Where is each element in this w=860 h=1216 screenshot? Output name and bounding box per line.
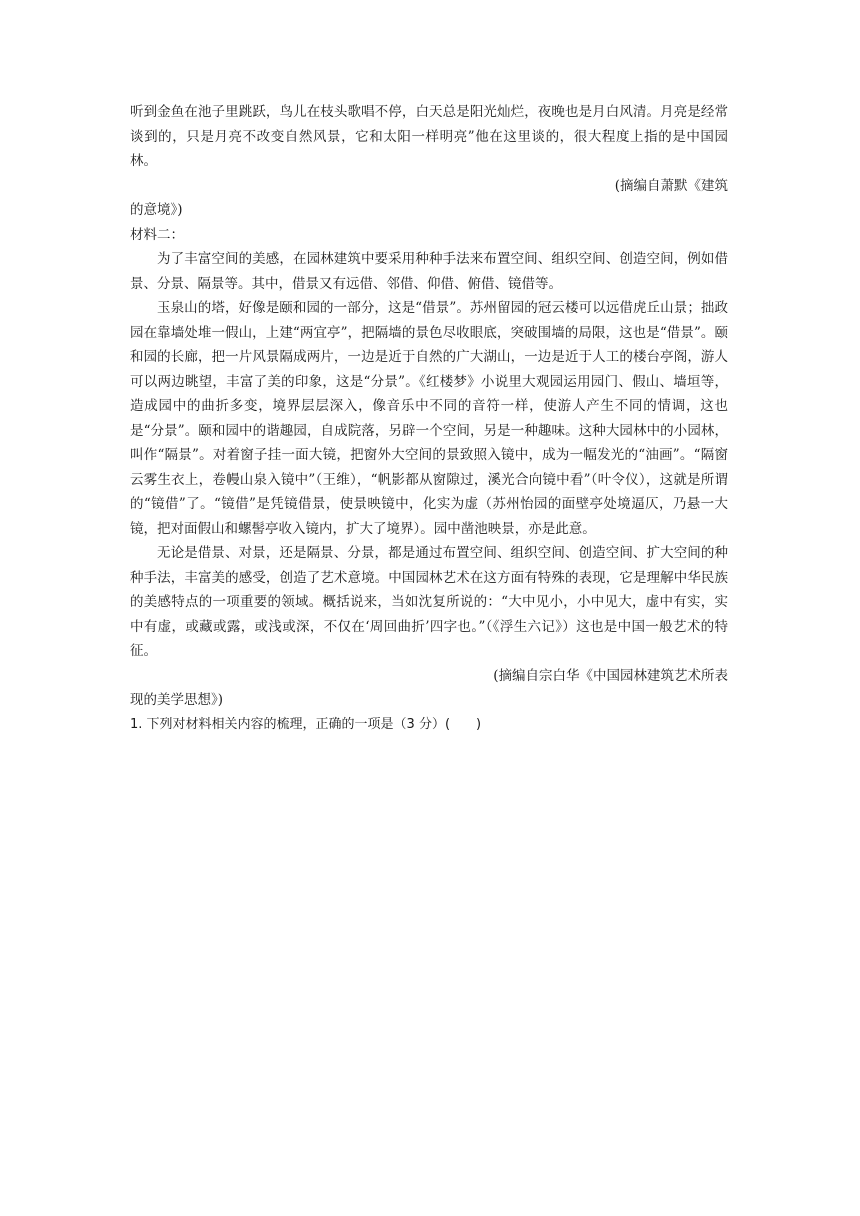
material2-paragraph: 为了丰富空间的美感，在园林建筑中要采用种种手法来布置空间、组织空间、创造空间，例如借景、分景、隔景等。其中，借景又有远借、邻借、仰借、俯借、镜借等。 bbox=[130, 251, 728, 292]
document-page bbox=[130, 100, 728, 737]
material2-paragraph: 玉泉山的塔，好像是颐和园的一部分，这是“借景”。苏州留园的冠云楼可以远借虎丘山景；拙政园在靠墙处堆一假山，上建“两宜亭”，把隔墙的景色尽收眼底，突破围墙的局限，这也是“借景”。颐和园的长廊，把一片风景隔成两片，一边是近于自然的广大湖山，一边是近于人工的楼台亭阁，游人可以两边眺望，丰富了美的印象，这是“分景”。《红楼梦》小说里大观园运用园门、假山、墙垣等，造成园中的曲折多变，境界层层深入，像音乐中不同的音符一样，使游人产生不同的情调，这也是“分景”。颐和园中的谐趣园，自成院落，另辟一个空间，另是一种趣味。这种大园林中的小园林，叫作“隔景”。对着窗子挂一面大镜，把窗外大空间的景致照入镜中，成为一幅发光的“油画”。“隔窗云雾生衣上，卷幔山泉入镜中”（王维），“帆影都从窗隙过，溪光合向镜中看”（叶令仪），这就是所谓的“镜借”了。“镜借”是凭镜借景，使景映镜中，化实为虚（苏州怡园的面壁亭处境逼仄，乃悬一大镜，把对面假山和螺髻亭收入镜内，扩大了境界）。园中凿池映景，亦是此意。 bbox=[130, 300, 728, 537]
material2-label: 材料二： bbox=[130, 226, 184, 243]
material2-source-line1: (摘编自宗白华《中国园林建筑艺术所表 bbox=[493, 667, 728, 684]
material2-paragraph: 无论是借景、对景，还是隔景、分景，都是通过布置空间、组织空间、创造空间、扩大空间的种种手法，丰富美的感受，创造了艺术意境。中国园林艺术在这方面有特殊的表现，它是理解中华民族的美感特点的一项重要的领域。概括说来，当如沈复所说的：“大中见小，小中见大，虚中有实，实中有虚，或藏或露，或浅或深，不仅在‘周回曲折’四字也。”（《浮生六记》）这也是中国一般艺术的特征。 bbox=[130, 545, 728, 659]
material1-continued-paragraph: 听到金鱼在池子里跳跃，鸟儿在枝头歌唱不停，白天总是阳光灿烂，夜晚也是月白风清。月亮是经常谈到的，只是月亮不改变自然风景，它和太阳一样明亮”他在这里谈的，很大程度上指的是中国园林。 bbox=[130, 104, 728, 169]
question-1: 1. 下列对材料相关内容的梳理，正确的一项是（3 分）( ) bbox=[130, 716, 482, 732]
material2-source-line2: 现的美学思想》) bbox=[130, 692, 224, 708]
material1-source-line1: (摘编自萧默《建筑 bbox=[614, 177, 728, 194]
material1-source-line2: 的意境》) bbox=[130, 202, 183, 218]
